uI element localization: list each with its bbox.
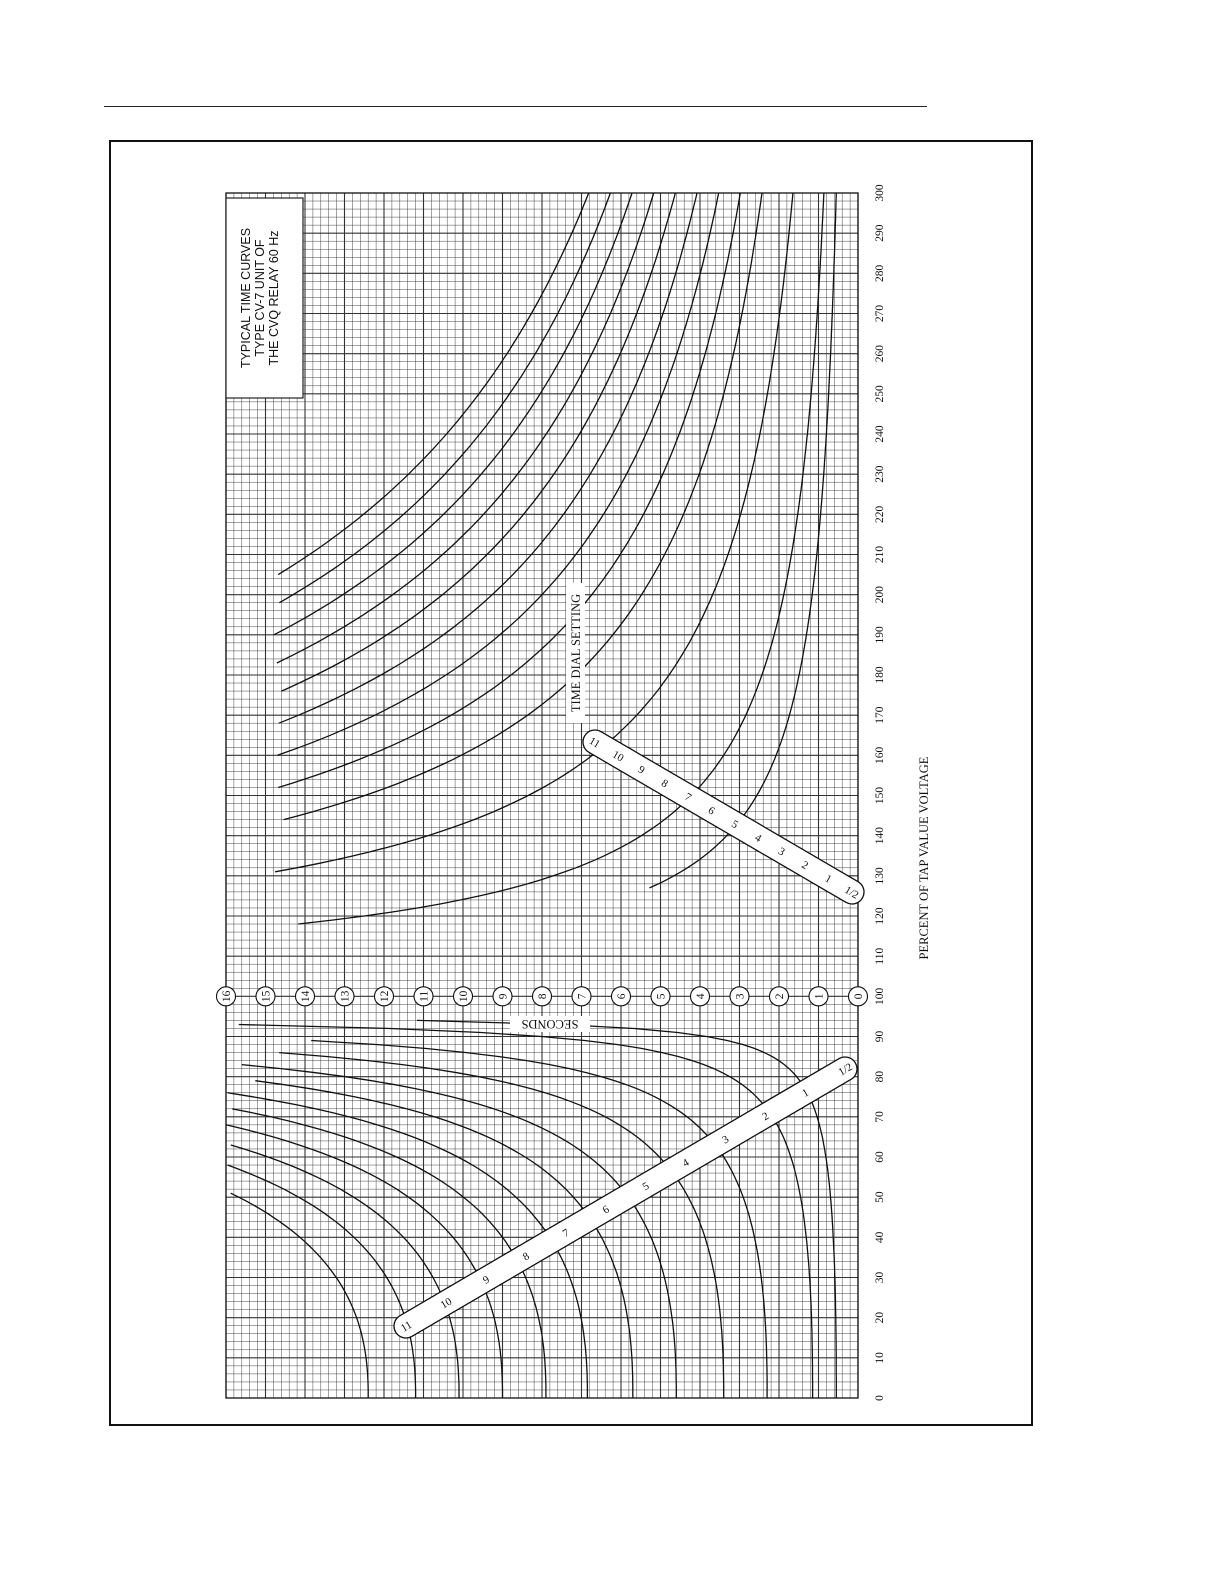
y-tick-label: 15 bbox=[260, 990, 273, 1003]
undervoltage-curve-3 bbox=[279, 1053, 724, 1398]
dial-setting-label: 2 bbox=[760, 1110, 772, 1124]
y-tick-label: 2 bbox=[774, 993, 786, 1000]
y-tick-label: 6 bbox=[616, 993, 628, 1000]
dial-setting-label: 1 bbox=[800, 1086, 812, 1100]
time-dial-setting-label: TIME DIAL SETTING bbox=[569, 593, 583, 713]
dial-setting-label: 9 bbox=[635, 763, 647, 777]
x-tick-label: 90 bbox=[874, 1030, 886, 1043]
seconds-label-box bbox=[510, 1016, 590, 1032]
x-tick-label: 290 bbox=[874, 224, 886, 242]
x-tick-label: 110 bbox=[874, 947, 886, 965]
title-box bbox=[226, 198, 303, 398]
dial-setting-label: 9 bbox=[480, 1273, 492, 1287]
y-tick-label: 7 bbox=[576, 993, 589, 1000]
title-line-1: TYPICAL TIME CURVES bbox=[239, 227, 253, 369]
x-tick-label: 100 bbox=[874, 987, 886, 1005]
x-tick-label: 10 bbox=[874, 1352, 886, 1364]
x-tick-label: 0 bbox=[874, 1395, 886, 1401]
x-tick-label: 250 bbox=[874, 385, 886, 403]
dial-setting-label: 3 bbox=[720, 1133, 732, 1147]
dial-setting-label: 10 bbox=[610, 748, 626, 765]
dial-setting-label: 5 bbox=[729, 818, 741, 832]
y-tick-label: 0 bbox=[853, 993, 865, 1000]
undervoltage-curve-10 bbox=[228, 1165, 416, 1398]
dial-setting-label: 1 bbox=[822, 872, 834, 886]
dial-setting-label: 4 bbox=[752, 831, 764, 845]
dial-setting-label: 8 bbox=[659, 777, 670, 791]
dial-setting-label: 11 bbox=[586, 735, 603, 751]
y-tick-label: 14 bbox=[300, 990, 312, 1003]
x-tick-labels bbox=[874, 184, 886, 1401]
x-tick-label: 300 bbox=[874, 184, 886, 202]
x-tick-label: 190 bbox=[874, 626, 886, 644]
overvoltage-curve-9 bbox=[274, 193, 632, 635]
dial-setting-label: 3 bbox=[776, 845, 787, 859]
x-tick-label: 260 bbox=[874, 345, 886, 363]
y-tick-label: 4 bbox=[695, 993, 707, 1000]
y-axis-label: SECONDS bbox=[521, 1017, 579, 1031]
x-tick-label: 30 bbox=[874, 1271, 886, 1284]
y-tick-label: 8 bbox=[537, 993, 549, 1000]
dial-setting-label: 7 bbox=[560, 1226, 572, 1240]
x-tick-label: 200 bbox=[874, 586, 886, 604]
x-tick-label: 80 bbox=[874, 1070, 886, 1083]
chart-grid bbox=[226, 193, 861, 1398]
dial-setting-label: 2 bbox=[799, 859, 811, 873]
dial-setting-label: 10 bbox=[438, 1295, 455, 1312]
title-line-2: TYPE CV-7 UNIT OF bbox=[253, 239, 267, 357]
x-tick-label: 140 bbox=[874, 827, 886, 845]
x-tick-label: 60 bbox=[874, 1151, 886, 1163]
y-tick-label: 9 bbox=[497, 993, 510, 1000]
x-tick-label: 20 bbox=[874, 1311, 886, 1324]
y-tick-label: 3 bbox=[734, 993, 747, 1000]
title-line-3: THE CVQ RELAY 60 Hz bbox=[267, 230, 281, 366]
x-tick-label: 40 bbox=[874, 1231, 886, 1244]
undervoltage-curve-11 bbox=[231, 1193, 369, 1398]
x-tick-label: 210 bbox=[874, 545, 886, 564]
x-tick-label: 150 bbox=[874, 786, 886, 805]
x-axis-label: PERCENT OF TAP VALUE VOLTAGE bbox=[917, 756, 931, 960]
x-tick-label: 170 bbox=[874, 706, 886, 724]
x-tick-label: 70 bbox=[874, 1111, 886, 1123]
dial-setting-label: 1/2 bbox=[836, 1061, 855, 1079]
dial-setting-label: 11 bbox=[398, 1319, 415, 1335]
x-tick-label: 180 bbox=[874, 666, 886, 684]
y-tick-labels bbox=[217, 987, 868, 1006]
x-tick-label: 120 bbox=[874, 907, 886, 925]
dial-setting-label: 6 bbox=[705, 804, 717, 818]
y-tick-label: 16 bbox=[221, 990, 233, 1003]
y-tick-label: 5 bbox=[655, 993, 668, 1000]
x-tick-label: 230 bbox=[874, 465, 886, 483]
x-tick-label: 130 bbox=[874, 867, 886, 885]
x-tick-label: 280 bbox=[874, 264, 886, 282]
dial-setting-label: 8 bbox=[520, 1250, 532, 1264]
y-tick-label: 11 bbox=[418, 990, 431, 1002]
dial-setting-label: 5 bbox=[640, 1180, 652, 1194]
x-tick-label: 160 bbox=[874, 746, 886, 764]
x-tick-label: 270 bbox=[874, 304, 886, 323]
y-tick-label: 10 bbox=[458, 990, 470, 1003]
y-tick-label: 13 bbox=[339, 990, 352, 1003]
dial-setting-label: 4 bbox=[680, 1156, 692, 1170]
y-tick-label: 1 bbox=[813, 993, 826, 1000]
x-tick-label: 220 bbox=[874, 505, 886, 523]
time-dial-label-box bbox=[566, 583, 585, 723]
x-tick-label: 50 bbox=[874, 1191, 886, 1203]
dial-setting-label: 1/2 bbox=[842, 884, 861, 902]
dial-setting-label: 7 bbox=[682, 790, 694, 804]
y-tick-label: 12 bbox=[379, 990, 391, 1003]
dial-setting-label: 6 bbox=[600, 1203, 612, 1217]
undervoltage-curve-4 bbox=[242, 1065, 677, 1398]
x-tick-label: 240 bbox=[874, 425, 886, 443]
